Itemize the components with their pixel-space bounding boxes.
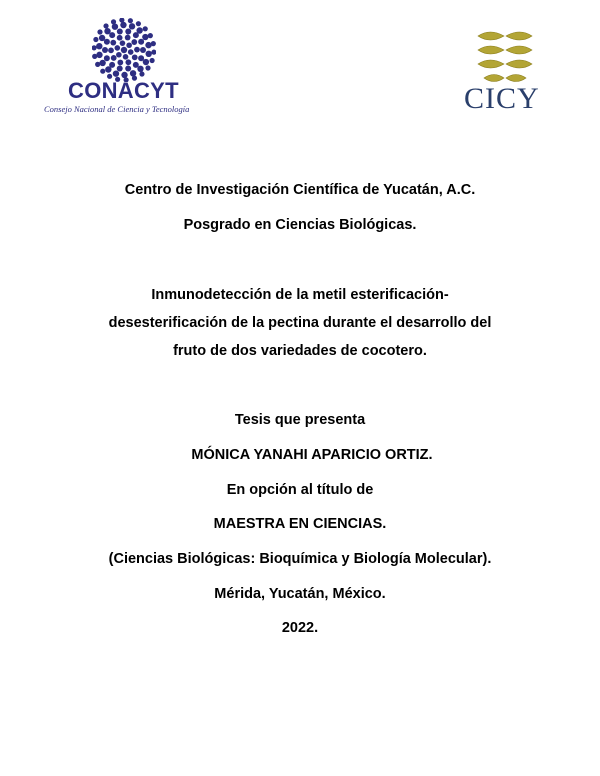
place: Mérida, Yucatán, México. [214,586,386,602]
conacyt-logo [44,18,204,120]
degree-name: MAESTRA EN CIENCIAS. [213,516,387,532]
degree-label: En opción al título de [226,482,374,498]
conacyt-name: CONACYT [68,78,179,103]
thesis-title-line-2: desesterificación de la pectina durante el desarrollo del [108,315,492,331]
institution-name: Centro de Investigación Científica de Yucatán, A.C. [124,182,476,198]
conacyt-subtitle: Consejo Nacional de Ciencia y Tecnología [44,104,190,114]
cicy-stacked-leaves-icon [474,28,536,86]
conacyt-dot-circle-icon [92,18,156,82]
cicy-logo [460,28,550,120]
thesis-title-line-3: fruto de dos variedades de cocotero. [173,343,427,359]
degree-specialty: (Ciencias Biológicas: Bioquímica y Biología Molecular). [108,551,492,567]
cicy-name: CICY [464,82,540,115]
program-name: Posgrado en Ciencias Biológicas. [183,217,417,233]
year: 2022. [281,620,319,636]
presented-by-label: Tesis que presenta [234,412,366,428]
thesis-title-line-1: Inmunodetección de la metil esterificación- [151,287,449,303]
author-name: MÓNICA YANAHI APARICIO ORTIZ. [191,447,433,463]
